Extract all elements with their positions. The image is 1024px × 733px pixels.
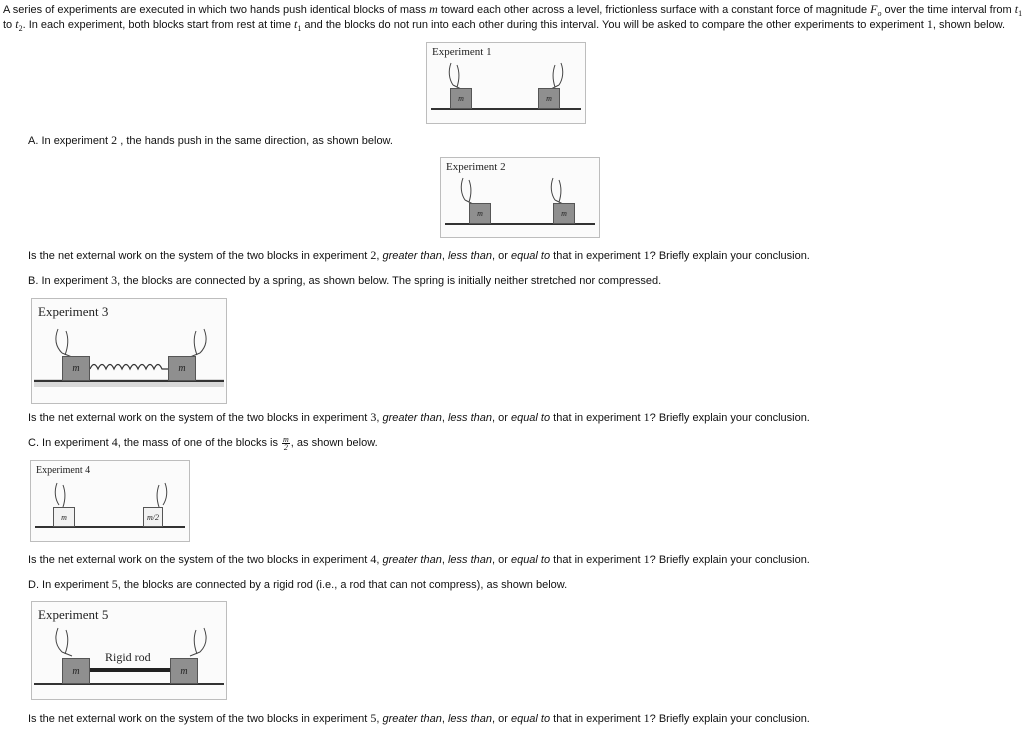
experiment-4-drawing	[31, 461, 189, 541]
intro-line-2: to $t_2$. In each experiment, both blocks start from rest at time $t_1$ and the blocks do not run into each other during this interval. You will be asked to compare the other experiments to experiment 1, shown below.	[3, 17, 1006, 34]
experiment-4-left-block: m	[53, 507, 75, 527]
part-b-statement: B. In experiment 3, the blocks are connected by a spring, as shown below. The spring is initially neither stretched nor compressed.	[28, 273, 662, 287]
part-c-question: Is the net external work on the system of the two blocks in experiment 4, greater than, less than, or equal to that in experiment 1? Briefly explain your conclusion.	[28, 552, 810, 566]
part-d-statement: D. In experiment 5, the blocks are connected by a rigid rod (i.e., a rod that can not compress), as shown below.	[28, 577, 568, 591]
spring	[90, 365, 168, 370]
experiment-1-left-block: m	[450, 88, 472, 109]
experiment-4-right-block: m/2	[143, 507, 163, 527]
experiment-3-left-block: m	[62, 356, 90, 381]
experiment-3-right-block: m	[168, 356, 196, 381]
experiment-5-right-block: m	[170, 658, 198, 684]
mass-fraction: $\frac{m}{2}$	[283, 434, 289, 452]
experiment-2-left-block: m	[469, 203, 491, 224]
experiment-1-drawing	[427, 43, 585, 123]
experiment-1-title: Experiment 1	[432, 46, 492, 58]
experiment-1-right-block: m	[538, 88, 560, 109]
experiment-2-figure	[440, 157, 600, 238]
experiment-5-figure	[31, 601, 227, 700]
experiment-5-title: Experiment 5	[38, 607, 109, 622]
experiment-2-title: Experiment 2	[446, 161, 506, 173]
experiment-5-left-block: m	[62, 658, 90, 684]
part-b-question: Is the net external work on the system of the two blocks in experiment 3, greater than, less than, or equal to that in experiment 1? Briefly explain your conclusion.	[28, 410, 810, 424]
experiment-3-drawing	[32, 299, 226, 403]
experiment-2-drawing	[441, 158, 599, 237]
experiment-3-figure	[31, 298, 227, 404]
part-c-statement: C. In experiment 4, the mass of one of the blocks is $\frac{m}{2}$ , as shown below.	[28, 434, 378, 452]
part-a-question: Is the net external work on the system of the two blocks in experiment 2, greater than, less than, or equal to that in experiment 1? Briefly explain your conclusion.	[28, 248, 810, 262]
experiment-4-figure	[30, 460, 190, 542]
experiment-3-title: Experiment 3	[38, 304, 109, 319]
rigid-rod	[90, 668, 170, 672]
part-a-statement: A. In experiment 2 , the hands push in the same direction, as shown below.	[28, 133, 393, 147]
rigid-rod-label: Rigid rod	[105, 650, 151, 664]
experiment-4-title: Experiment 4	[36, 465, 91, 476]
experiment-1-figure	[426, 42, 586, 124]
experiment-2-right-block: m	[553, 203, 575, 224]
intro-line-1: A series of experiments are executed in which two hands push identical blocks of mass m toward each other across a level, frictionless surface with a constant force of magnitude $F_o$ over the time interval from $t_1$	[3, 2, 1023, 19]
part-d-question: Is the net external work on the system of the two blocks in experiment 5, greater than, less than, or equal to that in experiment 1? Briefly explain your conclusion.	[28, 711, 810, 725]
experiment-5-drawing	[32, 602, 226, 699]
